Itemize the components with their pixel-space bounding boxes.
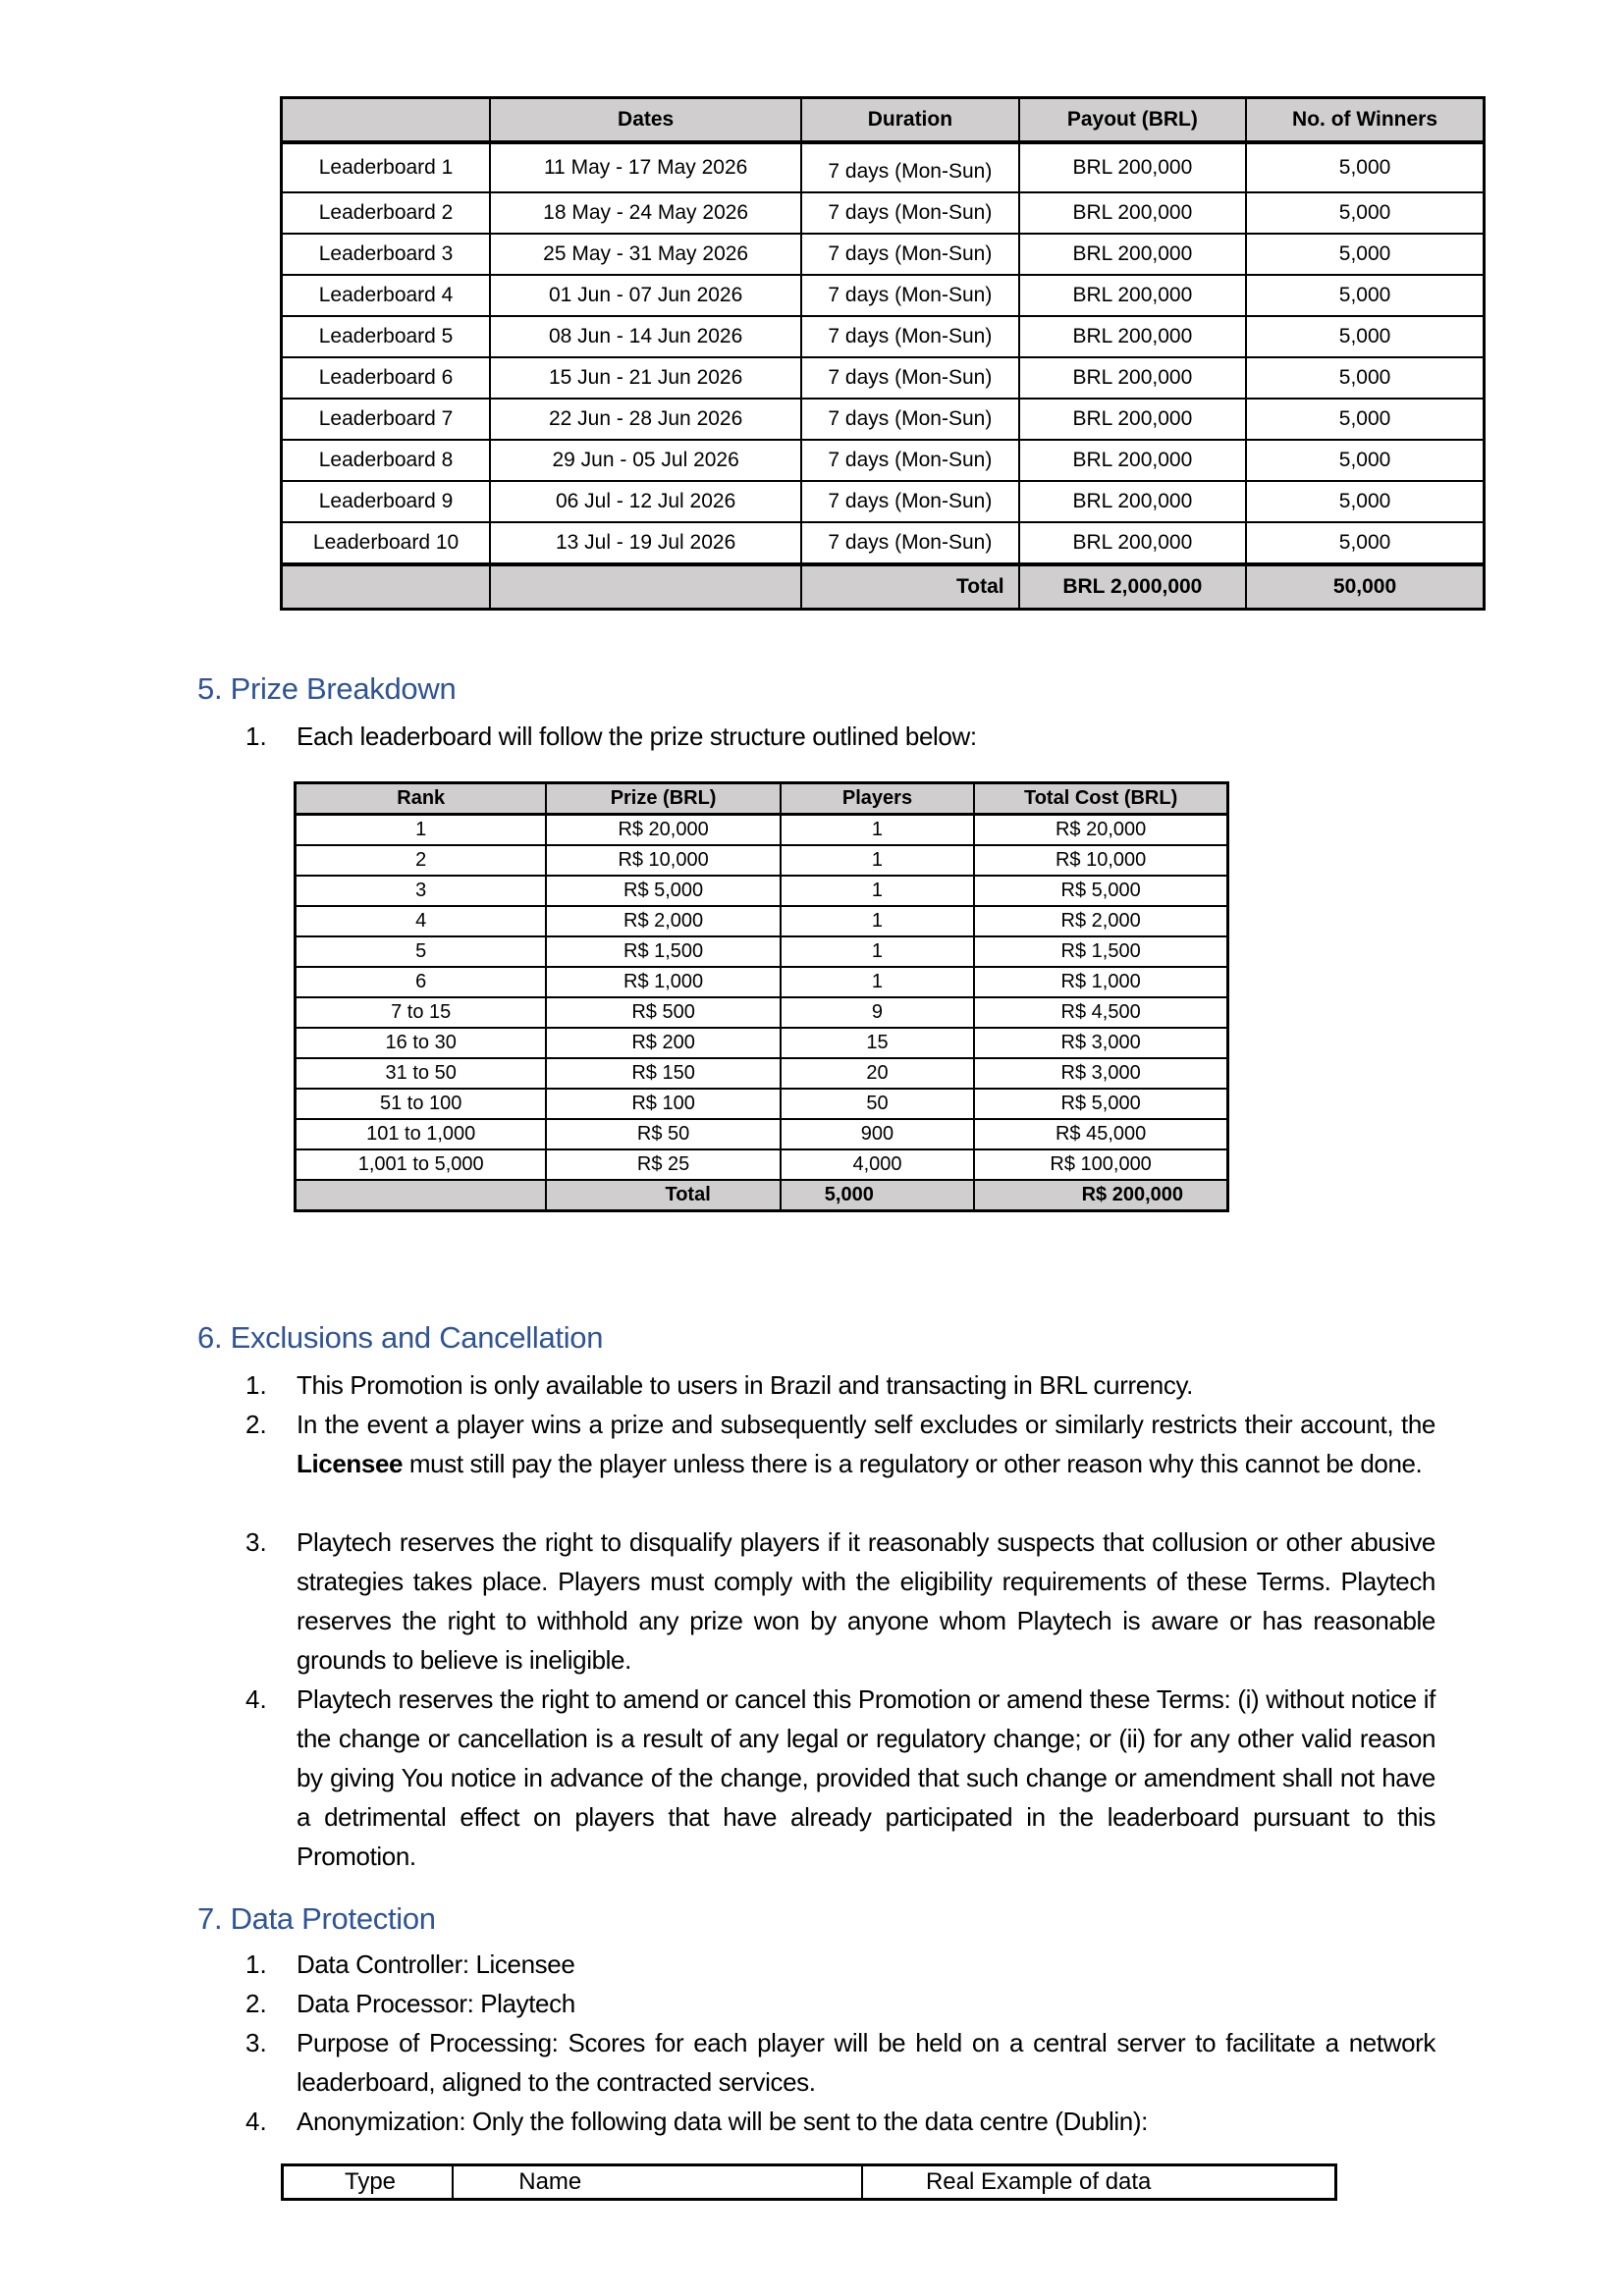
table-row bbox=[296, 997, 1228, 1028]
column-header-type: Type bbox=[283, 2165, 454, 2200]
leaderboard-dates: 22 Jun - 28 Jun 2026 bbox=[490, 399, 801, 440]
list-number: 3. bbox=[245, 2028, 267, 2057]
table-row bbox=[296, 1119, 1228, 1149]
prize: R$ 5,000 bbox=[546, 876, 780, 906]
rank: 31 to 50 bbox=[296, 1058, 547, 1089]
prize: R$ 50 bbox=[546, 1119, 780, 1149]
table-header-row bbox=[283, 2165, 1336, 2200]
text-segment: must still pay the player unless there is a regulatory or other reason why this cannot be done. bbox=[403, 1449, 1423, 1478]
leaderboard-winners: 5,000 bbox=[1246, 192, 1484, 234]
prize: R$ 2,000 bbox=[546, 906, 780, 936]
table-row bbox=[296, 967, 1228, 997]
table-row bbox=[282, 142, 1485, 192]
list-item-text: Purpose of Processing: Scores for each player will be held on a central server to facilitate a network leaderboard, aligned to the contracted services. bbox=[297, 2028, 1435, 2097]
list-number: 4. bbox=[245, 1684, 267, 1714]
leaderboard-duration: 7 days (Mon-Sun) bbox=[801, 440, 1018, 481]
list-number: 1. bbox=[245, 1949, 267, 1979]
leaderboard-duration: 7 days (Mon-Sun) bbox=[801, 522, 1018, 564]
leaderboard-duration: 7 days (Mon-Sun) bbox=[801, 357, 1018, 399]
total-cost: R$ 3,000 bbox=[974, 1058, 1227, 1089]
rank: 51 to 100 bbox=[296, 1089, 547, 1119]
leaderboard-duration: 7 days (Mon-Sun) bbox=[801, 192, 1018, 234]
total-cost: R$ 100,000 bbox=[974, 1149, 1227, 1180]
players: 4,000 bbox=[781, 1149, 974, 1180]
table-row bbox=[296, 906, 1228, 936]
total-cost: R$ 5,000 bbox=[974, 1089, 1227, 1119]
table-row bbox=[296, 845, 1228, 876]
prize: R$ 150 bbox=[546, 1058, 780, 1089]
leaderboard-winners: 5,000 bbox=[1246, 481, 1484, 522]
leaderboard-dates: 01 Jun - 07 Jun 2026 bbox=[490, 275, 801, 316]
leaderboard-dates: 18 May - 24 May 2026 bbox=[490, 192, 801, 234]
column-header-prize: Prize (BRL) bbox=[546, 783, 780, 815]
leaderboard-name: Leaderboard 9 bbox=[282, 481, 491, 522]
players: 1 bbox=[781, 936, 974, 967]
leaderboard-winners: 5,000 bbox=[1246, 522, 1484, 564]
column-header-rank: Rank bbox=[296, 783, 547, 815]
prize: R$ 500 bbox=[546, 997, 780, 1028]
table-row bbox=[296, 936, 1228, 967]
total-cost: R$ 3,000 bbox=[974, 1028, 1227, 1058]
table-row bbox=[282, 522, 1485, 564]
table-row bbox=[296, 1089, 1228, 1119]
section-heading-exclusions: 6. Exclusions and Cancellation bbox=[197, 1320, 604, 1355]
players: 50 bbox=[781, 1089, 974, 1119]
prize: R$ 200 bbox=[546, 1028, 780, 1058]
leaderboard-payout: BRL 200,000 bbox=[1019, 275, 1246, 316]
leaderboard-winners: 5,000 bbox=[1246, 316, 1484, 357]
prize: R$ 10,000 bbox=[546, 845, 780, 876]
leaderboard-payout: BRL 200,000 bbox=[1019, 399, 1246, 440]
section-heading-prize-breakdown: 5. Prize Breakdown bbox=[197, 671, 457, 706]
licensee-bold: Licensee bbox=[297, 1449, 404, 1478]
leaderboard-winners: 5,000 bbox=[1246, 440, 1484, 481]
table-row bbox=[296, 815, 1228, 846]
list-item-text: Playtech reserves the right to disqualify players if it reasonably suspects that collusion or other abusive strategies takes place. Players must comply with the eligibility requirements of these Terms. Playtech reserves the right to withhold any prize won by anyone whom Playtech is aware or has reasonable grounds to believe is ineligible. bbox=[297, 1527, 1435, 1675]
total-players: 5,000 bbox=[781, 1180, 974, 1211]
players: 1 bbox=[781, 845, 974, 876]
list-number: 1. bbox=[245, 721, 267, 751]
total-cost: R$ 10,000 bbox=[974, 845, 1227, 876]
table-row bbox=[282, 481, 1485, 522]
table-row bbox=[296, 1149, 1228, 1180]
table-row bbox=[282, 316, 1485, 357]
table-total-row bbox=[296, 1180, 1228, 1211]
table-row bbox=[282, 357, 1485, 399]
players: 20 bbox=[781, 1058, 974, 1089]
column-header-dates: Dates bbox=[490, 98, 801, 143]
rank: 7 to 15 bbox=[296, 997, 547, 1028]
table-row bbox=[296, 876, 1228, 906]
prize: R$ 20,000 bbox=[546, 815, 780, 846]
column-header-name: Name bbox=[453, 2165, 862, 2200]
prize: R$ 25 bbox=[546, 1149, 780, 1180]
leaderboard-name: Leaderboard 2 bbox=[282, 192, 491, 234]
rank: 16 to 30 bbox=[296, 1028, 547, 1058]
total-label: Total bbox=[801, 564, 1018, 610]
rank: 101 to 1,000 bbox=[296, 1119, 547, 1149]
leaderboard-winners: 5,000 bbox=[1246, 399, 1484, 440]
players: 1 bbox=[781, 967, 974, 997]
total-cost: R$ 200,000 bbox=[974, 1180, 1227, 1211]
table-header-row bbox=[282, 98, 1485, 143]
list-item-text: Playtech reserves the right to amend or cancel this Promotion or amend these Terms: (i) without notice if the change or cancellation is a result of any legal or regulatory change; or (ii) for any other valid reason by giving You notice in advance of the change, provided that such change or amendment shall not have a detrimental effect on players that have already participated in the leaderboard pursuant to this Promotion. bbox=[297, 1684, 1435, 1871]
players: 1 bbox=[781, 876, 974, 906]
leaderboard-payout: BRL 200,000 bbox=[1019, 481, 1246, 522]
leaderboard-name: Leaderboard 1 bbox=[282, 142, 491, 192]
rank: 1,001 to 5,000 bbox=[296, 1149, 547, 1180]
total-winners: 50,000 bbox=[1246, 564, 1484, 610]
leaderboard-schedule-table bbox=[280, 96, 1486, 611]
list-number: 4. bbox=[245, 2107, 267, 2136]
total-cell bbox=[296, 1180, 547, 1211]
leaderboard-payout: BRL 200,000 bbox=[1019, 316, 1246, 357]
leaderboard-payout: BRL 200,000 bbox=[1019, 357, 1246, 399]
total-label: Total bbox=[546, 1180, 780, 1211]
leaderboard-duration: 7 days (Mon-Sun) bbox=[801, 316, 1018, 357]
list-item-text: This Promotion is only available to users in Brazil and transacting in BRL currency. bbox=[297, 1370, 1193, 1400]
table-total-row bbox=[282, 564, 1485, 610]
total-cost: R$ 1,000 bbox=[974, 967, 1227, 997]
prize-breakdown-table bbox=[294, 781, 1229, 1212]
table-row bbox=[282, 399, 1485, 440]
total-cell bbox=[490, 564, 801, 610]
table-row bbox=[282, 234, 1485, 275]
leaderboard-duration: 7 days (Mon-Sun) bbox=[801, 275, 1018, 316]
list-item-text: Data Processor: Playtech bbox=[297, 1989, 575, 2018]
rank: 5 bbox=[296, 936, 547, 967]
players: 15 bbox=[781, 1028, 974, 1058]
prize: R$ 1,000 bbox=[546, 967, 780, 997]
leaderboard-winners: 5,000 bbox=[1246, 234, 1484, 275]
table-row bbox=[282, 275, 1485, 316]
table-row bbox=[296, 1058, 1228, 1089]
leaderboard-dates: 11 May - 17 May 2026 bbox=[490, 142, 801, 192]
leaderboard-payout: BRL 200,000 bbox=[1019, 522, 1246, 564]
prize: R$ 100 bbox=[546, 1089, 780, 1119]
leaderboard-dates: 15 Jun - 21 Jun 2026 bbox=[490, 357, 801, 399]
leaderboard-duration: 7 days (Mon-Sun) bbox=[801, 481, 1018, 522]
leaderboard-winners: 5,000 bbox=[1246, 275, 1484, 316]
list-item-text: Each leaderboard will follow the prize structure outlined below: bbox=[297, 721, 977, 751]
leaderboard-payout: BRL 200,000 bbox=[1019, 192, 1246, 234]
column-header-winners: No. of Winners bbox=[1246, 98, 1484, 143]
leaderboard-dates: 13 Jul - 19 Jul 2026 bbox=[490, 522, 801, 564]
leaderboard-dates: 08 Jun - 14 Jun 2026 bbox=[490, 316, 801, 357]
prize: R$ 1,500 bbox=[546, 936, 780, 967]
leaderboard-name: Leaderboard 7 bbox=[282, 399, 491, 440]
leaderboard-duration: 7 days (Mon-Sun) bbox=[801, 142, 1018, 192]
total-cost: R$ 20,000 bbox=[974, 815, 1227, 846]
total-cost: R$ 2,000 bbox=[974, 906, 1227, 936]
total-cost: R$ 1,500 bbox=[974, 936, 1227, 967]
total-cell bbox=[282, 564, 491, 610]
rank: 1 bbox=[296, 815, 547, 846]
players: 9 bbox=[781, 997, 974, 1028]
leaderboard-payout: BRL 200,000 bbox=[1019, 234, 1246, 275]
column-header-total-cost: Total Cost (BRL) bbox=[974, 783, 1227, 815]
column-header-example: Real Example of data bbox=[862, 2165, 1336, 2200]
rank: 6 bbox=[296, 967, 547, 997]
rank: 2 bbox=[296, 845, 547, 876]
list-number: 3. bbox=[245, 1527, 267, 1557]
leaderboard-duration: 7 days (Mon-Sun) bbox=[801, 234, 1018, 275]
leaderboard-name: Leaderboard 8 bbox=[282, 440, 491, 481]
total-cost: R$ 4,500 bbox=[974, 997, 1227, 1028]
list-item-text: Data Controller: Licensee bbox=[297, 1949, 575, 1979]
list-number: 2. bbox=[245, 1989, 267, 2018]
section-heading-data-protection: 7. Data Protection bbox=[197, 1901, 436, 1936]
column-header-payout: Payout (BRL) bbox=[1019, 98, 1246, 143]
leaderboard-name: Leaderboard 4 bbox=[282, 275, 491, 316]
leaderboard-payout: BRL 200,000 bbox=[1019, 142, 1246, 192]
players: 900 bbox=[781, 1119, 974, 1149]
players: 1 bbox=[781, 906, 974, 936]
leaderboard-payout: BRL 200,000 bbox=[1019, 440, 1246, 481]
total-payout: BRL 2,000,000 bbox=[1019, 564, 1246, 610]
leaderboard-name: Leaderboard 10 bbox=[282, 522, 491, 564]
leaderboard-winners: 5,000 bbox=[1246, 357, 1484, 399]
rank: 3 bbox=[296, 876, 547, 906]
players: 1 bbox=[781, 815, 974, 846]
list-item-text: Anonymization: Only the following data will be sent to the data centre (Dublin): bbox=[297, 2107, 1148, 2136]
column-header-duration: Duration bbox=[801, 98, 1018, 143]
table-header-row bbox=[296, 783, 1228, 815]
leaderboard-name: Leaderboard 5 bbox=[282, 316, 491, 357]
list-number: 2. bbox=[245, 1410, 267, 1439]
text-segment: In the event a player wins a prize and subsequently self excludes or similarly restricts their account, the bbox=[297, 1410, 1435, 1439]
leaderboard-winners: 5,000 bbox=[1246, 142, 1484, 192]
total-cost: R$ 45,000 bbox=[974, 1119, 1227, 1149]
rank: 4 bbox=[296, 906, 547, 936]
leaderboard-duration: 7 days (Mon-Sun) bbox=[801, 399, 1018, 440]
list-item-text bbox=[297, 1405, 1435, 1483]
leaderboard-name: Leaderboard 6 bbox=[282, 357, 491, 399]
leaderboard-dates: 29 Jun - 05 Jul 2026 bbox=[490, 440, 801, 481]
data-fields-table bbox=[281, 2163, 1337, 2201]
list-number: 1. bbox=[245, 1370, 267, 1400]
column-header-players: Players bbox=[781, 783, 974, 815]
table-row bbox=[296, 1028, 1228, 1058]
total-cost: R$ 5,000 bbox=[974, 876, 1227, 906]
leaderboard-dates: 25 May - 31 May 2026 bbox=[490, 234, 801, 275]
table-row bbox=[282, 440, 1485, 481]
leaderboard-dates: 06 Jul - 12 Jul 2026 bbox=[490, 481, 801, 522]
leaderboard-name: Leaderboard 3 bbox=[282, 234, 491, 275]
table-row bbox=[282, 192, 1485, 234]
column-header bbox=[282, 98, 491, 143]
